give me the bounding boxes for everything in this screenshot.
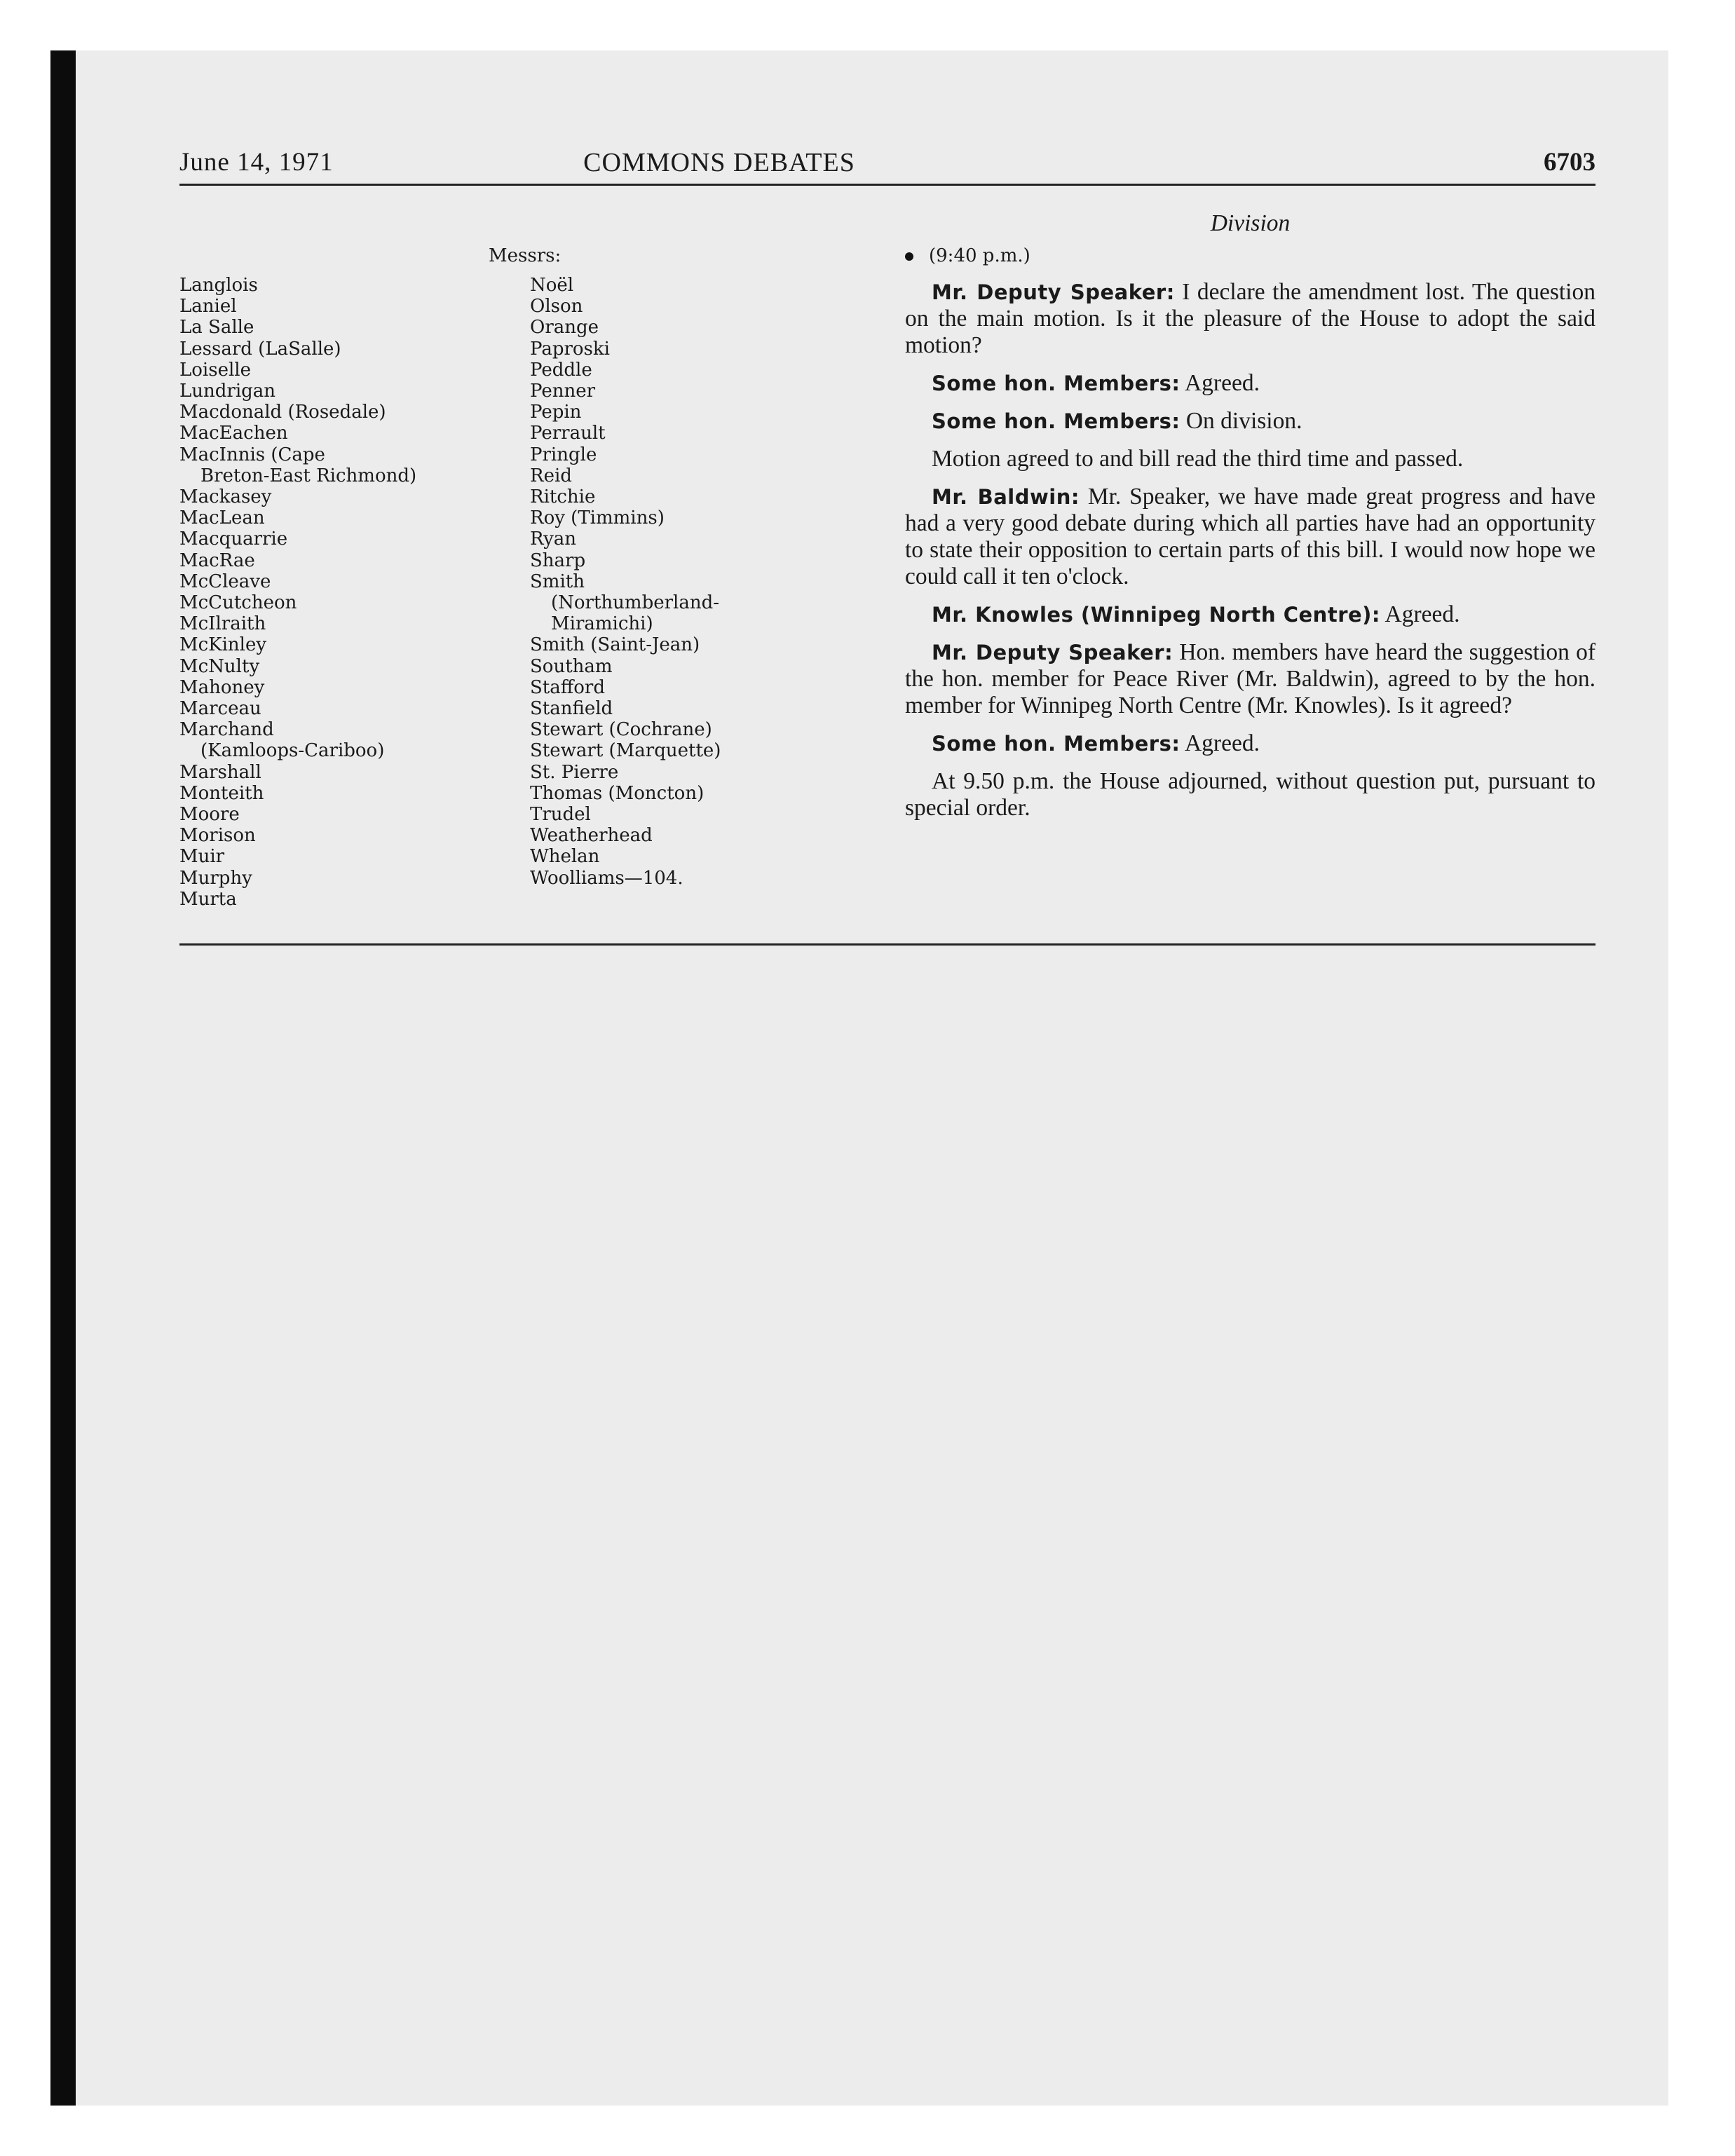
member-name: Morison: [179, 825, 256, 847]
speaker-name: Mr. Deputy Speaker:: [932, 280, 1175, 304]
member-name: Pringle: [530, 444, 597, 465]
member-name: Marceau: [179, 698, 261, 720]
member-name: MacRae: [179, 550, 255, 571]
member-name: Paproski: [530, 338, 610, 360]
member-name: Lessard (LaSalle): [179, 338, 341, 360]
member-name: Thomas (Moncton): [530, 782, 705, 804]
page-header: [179, 147, 1595, 189]
member-name: Orange: [530, 317, 599, 339]
member-name: Roy (Timmins): [530, 507, 665, 529]
member-name: Noël: [530, 275, 574, 296]
speaker-name: Mr. Baldwin:: [932, 485, 1080, 509]
member-name: Peddle: [530, 359, 592, 381]
member-name: Stewart (Marquette): [530, 740, 721, 762]
member-name: McIlraith: [179, 613, 266, 635]
member-name: McCutcheon: [179, 592, 297, 614]
debate-paragraph: Mr. Deputy Speaker: I declare the amendment lost. The question on the main motion. Is it the pleasure of the House to adopt the said motion?: [905, 279, 1595, 358]
debate-paragraph: Some hon. Members: On division.: [932, 408, 1302, 434]
member-name: Stewart (Cochrane): [530, 719, 712, 741]
member-name: Smith (Northumberland- Miramichi): [530, 571, 720, 635]
member-name: McKinley: [179, 634, 267, 656]
member-name: Ryan: [530, 528, 577, 550]
member-name: MacLean: [179, 507, 265, 529]
member-name: Stafford: [530, 676, 605, 698]
bullet-icon: [905, 252, 913, 261]
member-name: Woolliams—104.: [530, 867, 683, 889]
member-name: Sharp: [530, 550, 586, 571]
member-name: McNulty: [179, 655, 260, 677]
debate-column: [905, 210, 1595, 833]
member-name: Pepin: [530, 402, 582, 423]
time-text: (9:40 p.m.): [929, 245, 1030, 266]
debate-paragraph: Mr. Baldwin: Mr. Speaker, we have made great progress and have had a very good debate during which all parties have had an opportunity to state their opposition to certain parts of this bill. I would now hope we could call it ten o'clock.: [905, 484, 1595, 589]
member-name: Macquarrie: [179, 528, 288, 550]
speaker-name: Mr. Knowles (Winnipeg North Centre):: [932, 603, 1381, 627]
member-name: Langlois: [179, 275, 258, 296]
member-name: Macdonald (Rosedale): [179, 402, 386, 423]
member-name: Mahoney: [179, 676, 265, 698]
member-name: Lundrigan: [179, 381, 276, 402]
member-name: Reid: [530, 465, 572, 486]
scan-edge-bar: [50, 50, 76, 2106]
speaker-name: Mr. Deputy Speaker:: [932, 641, 1173, 664]
member-name: Smith (Saint-Jean): [530, 634, 700, 656]
member-name: Murphy: [179, 867, 252, 889]
member-name: MacInnis (Cape Breton-East Richmond): [179, 444, 417, 486]
member-name: Penner: [530, 381, 596, 402]
debate-paragraph: At 9.50 p.m. the House adjourned, without question put, pursuant to special order.: [905, 768, 1595, 821]
member-name: MacEachen: [179, 423, 288, 444]
page-number: 6703: [1544, 148, 1595, 177]
members-list-middle: [530, 275, 721, 889]
member-name: Mackasey: [179, 486, 272, 508]
header-rule: [179, 184, 1595, 186]
member-name: Olson: [530, 296, 583, 318]
footer-rule: [179, 943, 1595, 946]
member-name: Marchand (Kamloops-Cariboo): [179, 719, 385, 762]
debate-paragraph: Motion agreed to and bill read the third time and passed.: [932, 446, 1464, 472]
speaker-name: Some hon. Members:: [932, 371, 1181, 395]
member-name: Laniel: [179, 296, 237, 318]
member-name: Trudel: [530, 804, 591, 826]
debate-paragraph: Some hon. Members: Agreed.: [932, 370, 1260, 396]
member-name: Perrault: [530, 423, 606, 444]
members-list-left: [179, 275, 416, 910]
debate-paragraph: Mr. Knowles (Winnipeg North Centre): Agreed.: [932, 601, 1460, 627]
debate-paragraph: Mr. Deputy Speaker: Hon. members have heard the suggestion of the hon. member for Peace River (Mr. Baldwin), agreed to by the hon. member for Winnipeg North Centre (Mr. Knowles). Is it agreed?: [905, 639, 1595, 718]
member-name: Loiselle: [179, 359, 251, 381]
header-date: June 14, 1971: [179, 148, 334, 177]
header-title: COMMONS DEBATES: [583, 148, 855, 177]
messrs-heading: Messrs:: [489, 245, 562, 266]
member-name: Monteith: [179, 782, 264, 804]
speaker-name: Some hon. Members:: [932, 732, 1181, 756]
member-name: Weatherhead: [530, 825, 653, 847]
member-name: St. Pierre: [530, 761, 619, 783]
member-name: Stanfield: [530, 698, 613, 720]
member-name: Ritchie: [530, 486, 596, 508]
member-name: Whelan: [530, 846, 600, 868]
member-name: Marshall: [179, 761, 261, 783]
member-name: Southam: [530, 655, 613, 677]
time-stamp: [905, 243, 1595, 269]
speaker-name: Some hon. Members:: [932, 409, 1181, 433]
member-name: La Salle: [179, 317, 254, 339]
division-title: Division: [1210, 210, 1291, 236]
member-name: McCleave: [179, 571, 271, 592]
member-name: Murta: [179, 888, 237, 910]
debate-paragraphs: [905, 279, 1595, 821]
debate-paragraph: Some hon. Members: Agreed.: [932, 730, 1260, 756]
member-name: Muir: [179, 846, 225, 868]
member-name: Moore: [179, 804, 240, 826]
